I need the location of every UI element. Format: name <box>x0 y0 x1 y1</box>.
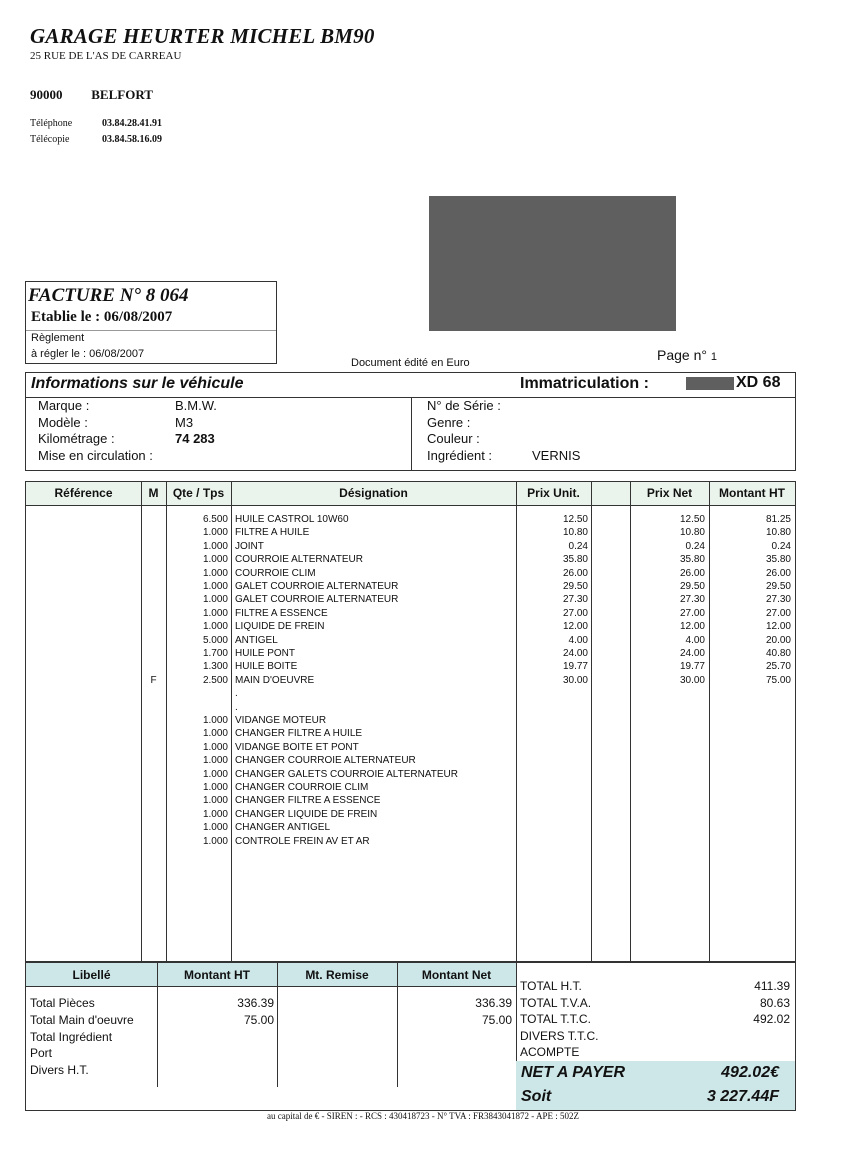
summary-row <box>520 996 790 1013</box>
invoice-divider <box>26 330 276 331</box>
vehicle-section-title: Informations sur le véhicule <box>31 375 244 392</box>
line-amount: 27.30 <box>765 594 791 606</box>
header-designation: Désignation <box>339 486 408 500</box>
table-row <box>26 754 795 767</box>
line-net-price: 35.80 <box>679 554 705 566</box>
line-qty: 1.000 <box>202 540 228 552</box>
header-unit-price: Prix Unit. <box>527 486 580 500</box>
line-net-price: 30.00 <box>679 674 705 686</box>
totals-header-label: Libellé <box>72 968 111 982</box>
line-designation: CHANGER GALETS COURROIE ALTERNATEUR <box>235 768 458 780</box>
soit-label: Soit <box>521 1088 552 1105</box>
totals-amount-net: 336.39 <box>475 996 512 1010</box>
summary-label: ACOMPTE <box>520 1045 580 1060</box>
table-row <box>26 687 795 700</box>
line-qty: 2.500 <box>202 674 228 686</box>
summary-value: 411.39 <box>754 979 790 993</box>
line-amount: 12.00 <box>765 621 791 633</box>
line-qty: 1.000 <box>202 755 228 767</box>
line-unit-price: 27.30 <box>562 594 588 606</box>
line-qty: 1.000 <box>202 808 228 820</box>
line-designation: CHANGER FILTRE A HUILE <box>235 728 363 740</box>
table-row <box>26 701 795 714</box>
header-net-price: Prix Net <box>646 486 693 500</box>
line-qty: 1.000 <box>202 741 228 753</box>
mileage-value: 74 283 <box>175 431 215 446</box>
invoice-lines-table <box>25 481 796 962</box>
company-postcode: 90000 <box>30 87 63 102</box>
line-amount: 25.70 <box>765 661 791 673</box>
company-city <box>30 87 153 103</box>
brand-value: B.M.W. <box>175 398 217 413</box>
table-row <box>26 526 795 539</box>
line-unit-price: 26.00 <box>562 567 588 579</box>
line-net-price: 4.00 <box>685 634 705 646</box>
phone-label: Téléphone <box>30 118 73 129</box>
line-designation: COURROIE ALTERNATEUR <box>235 554 363 566</box>
line-qty: 1.000 <box>202 594 228 606</box>
line-designation: LIQUIDE DE FREIN <box>235 621 325 633</box>
color-value <box>532 431 580 448</box>
line-designation: MAIN D'OEUVRE <box>235 674 315 686</box>
table-row <box>26 835 795 848</box>
vehicle-right-values <box>532 398 580 464</box>
line-amount: 40.80 <box>765 648 791 659</box>
totals-label: Port <box>30 1046 53 1061</box>
invoice-issued-date: 06/08/2007 <box>103 309 173 325</box>
line-amount: 29.50 <box>765 581 791 592</box>
line-unit-price: 35.80 <box>562 554 588 566</box>
line-amount: 75.00 <box>765 674 791 686</box>
totals-panel <box>25 962 796 1111</box>
table-row <box>26 674 795 687</box>
net-to-pay-value: 492.02€ <box>721 1064 779 1081</box>
due-date: 06/08/2007 <box>89 348 145 360</box>
line-unit-price: 30.00 <box>562 674 588 686</box>
line-net-price: 12.00 <box>679 621 705 633</box>
header-qty: Qte / Tps <box>172 486 225 500</box>
header-reference: Référence <box>54 486 113 500</box>
totals-header-discount: Mt. Remise <box>305 968 369 982</box>
line-qty: 1.000 <box>202 795 228 807</box>
serial-value <box>532 398 580 415</box>
line-net-price: 12.50 <box>679 514 705 525</box>
table-row <box>26 821 795 834</box>
due-date-row <box>31 348 144 360</box>
line-designation: GALET COURROIE ALTERNATEUR <box>235 594 399 606</box>
line-amount: 26.00 <box>765 567 791 579</box>
header-m: M <box>148 486 159 500</box>
immatriculation-label: Immatriculation : <box>520 375 649 392</box>
page-indicator <box>657 347 717 363</box>
registration-date-label: Mise en circulation : <box>38 447 153 463</box>
line-net-price: 27.00 <box>679 607 705 619</box>
line-qty: 1.000 <box>202 621 228 633</box>
brand-label: Marque : <box>38 398 90 413</box>
summary-label: TOTAL H.T. <box>520 979 582 993</box>
line-designation: . <box>235 701 238 713</box>
line-designation: CHANGER COURROIE CLIM <box>235 782 369 793</box>
line-unit-price: 4.00 <box>568 634 588 646</box>
line-designation: FILTRE A ESSENCE <box>235 607 328 619</box>
table-row <box>26 620 795 633</box>
line-designation: HUILE PONT <box>235 648 296 659</box>
vehicle-info-panel <box>25 372 796 471</box>
line-amount: 0.24 <box>771 540 791 552</box>
invoice-title: FACTURE N° 8 064 <box>28 285 189 306</box>
table-row <box>26 660 795 673</box>
line-designation: CHANGER FILTRE A ESSENCE <box>235 795 381 807</box>
summary-label: DIVERS T.T.C. <box>520 1028 599 1043</box>
line-qty: 1.700 <box>202 648 228 659</box>
phone-value: 03.84.28.41.91 <box>102 118 162 129</box>
legal-footer: au capital de € - SIREN : - RCS : 430418723 - N° TVA : FR3843041872 - APE : 502Z <box>266 1111 580 1121</box>
fax-row <box>30 134 162 145</box>
line-qty: 1.000 <box>202 768 228 780</box>
line-net-price: 29.50 <box>679 581 705 592</box>
company-name: GARAGE HEURTER MICHEL BM90 <box>30 24 375 48</box>
table-row <box>26 727 795 740</box>
table-row <box>26 607 795 620</box>
table-row <box>26 567 795 580</box>
table-row <box>26 540 795 553</box>
table-row <box>26 794 795 807</box>
totals-row <box>26 1062 516 1079</box>
line-qty: 1.000 <box>202 782 228 793</box>
line-designation: FILTRE A HUILE <box>235 527 310 539</box>
genre-label: Genre : <box>427 414 471 430</box>
totals-header-amount-ht: Montant HT <box>184 968 250 982</box>
net-to-pay-band <box>516 1061 795 1110</box>
invoice-issued <box>31 309 172 326</box>
totals-row <box>26 995 516 1012</box>
invoice-box <box>25 281 277 364</box>
line-qty: 1.000 <box>202 527 228 539</box>
line-qty: 6.500 <box>202 514 228 525</box>
page-number: 1 <box>710 351 717 363</box>
line-qty: 1.000 <box>202 715 228 726</box>
color-label: Couleur : <box>427 431 480 446</box>
totals-amount-ht: 75.00 <box>243 1012 274 1027</box>
invoice-issued-label: Etablie le : <box>31 309 101 325</box>
line-unit-price: 19.77 <box>562 661 588 673</box>
line-designation: CHANGER COURROIE ALTERNATEUR <box>235 755 416 767</box>
totals-amount-ht: 336.39 <box>237 996 274 1010</box>
totals-label: Total Pièces <box>30 996 95 1010</box>
line-amount: 81.25 <box>765 514 791 525</box>
line-net-price: 24.00 <box>679 648 705 659</box>
net-to-pay-label: NET A PAYER <box>521 1064 626 1081</box>
totals-row <box>26 1029 516 1046</box>
summary-label: TOTAL T.V.A. <box>520 995 592 1010</box>
table-row <box>26 768 795 781</box>
line-unit-price: 24.00 <box>562 648 588 659</box>
line-amount: 27.00 <box>765 607 791 619</box>
table-row <box>26 513 795 526</box>
line-qty: 1.000 <box>202 581 228 592</box>
ingredient-label: Ingrédient : <box>427 447 493 463</box>
line-net-price: 27.30 <box>679 594 705 606</box>
company-street: 25 RUE DE L'AS DE CARREAU <box>30 50 182 62</box>
line-designation: HUILE BOITE <box>235 661 298 673</box>
line-qty: 1.000 <box>202 607 228 619</box>
vehicle-right-fields <box>427 398 501 464</box>
table-row <box>26 553 795 566</box>
mileage-label: Kilométrage : <box>38 431 115 446</box>
vehicle-info-header <box>26 373 795 398</box>
registration-date-value <box>175 448 217 465</box>
summary-row <box>520 1029 790 1046</box>
totals-row <box>26 1045 516 1062</box>
line-qty: 1.300 <box>202 661 228 673</box>
vehicle-column-divider <box>411 397 412 470</box>
line-designation: CONTROLE FREIN AV ET AR <box>235 835 370 847</box>
page-label: Page n° <box>657 347 707 363</box>
immatriculation-value: XD 68 <box>736 374 781 391</box>
redacted-plate-prefix <box>686 377 734 390</box>
line-net-price: 0.24 <box>685 540 705 552</box>
line-unit-price: 12.00 <box>562 621 588 633</box>
vehicle-left-fields <box>38 398 153 464</box>
summary-value: 492.02 <box>753 1012 790 1027</box>
header-amount: Montant HT <box>719 486 785 500</box>
summary-label: TOTAL T.T.C. <box>520 1012 591 1027</box>
line-designation: GALET COURROIE ALTERNATEUR <box>235 581 399 592</box>
line-net-price: 10.80 <box>679 527 705 539</box>
summary-row <box>520 979 790 996</box>
fax-label: Télécopie <box>30 134 70 145</box>
line-qty: 1.000 <box>202 554 228 566</box>
line-qty: 1.000 <box>202 835 228 847</box>
totals-header-amount-net: Montant Net <box>421 968 492 982</box>
line-qty: 1.000 <box>202 728 228 740</box>
totals-label: Divers H.T. <box>30 1063 89 1078</box>
vehicle-left-values <box>175 398 217 464</box>
totals-row <box>26 1012 516 1029</box>
line-m: F <box>150 674 157 686</box>
line-amount: 35.80 <box>765 554 791 566</box>
summary-value: 80.63 <box>759 995 790 1010</box>
line-designation: CHANGER LIQUIDE DE FREIN <box>235 808 378 820</box>
table-row <box>26 714 795 727</box>
company-city-name: BELFORT <box>91 87 153 102</box>
line-designation: . <box>235 688 238 700</box>
model-label: Modèle : <box>38 414 88 430</box>
summary-row <box>520 1012 790 1029</box>
table-row <box>26 781 795 794</box>
line-designation: VIDANGE MOTEUR <box>235 715 327 726</box>
line-amount: 10.80 <box>765 527 791 539</box>
table-row <box>26 634 795 647</box>
redacted-address-block <box>429 196 676 331</box>
line-unit-price: 12.50 <box>562 514 588 525</box>
table-row <box>26 593 795 606</box>
line-unit-price: 0.24 <box>568 540 588 552</box>
totals-label: Total Ingrédient <box>30 1029 113 1044</box>
line-qty: 1.000 <box>202 822 228 834</box>
serial-label: N° de Série : <box>427 398 501 413</box>
line-designation: VIDANGE BOITE ET PONT <box>235 741 359 753</box>
table-row <box>26 741 795 754</box>
line-unit-price: 10.80 <box>562 527 588 539</box>
fax-value: 03.84.58.16.09 <box>102 134 162 145</box>
line-unit-price: 29.50 <box>562 581 588 592</box>
line-qty: 5.000 <box>202 634 228 646</box>
genre-value <box>532 415 580 432</box>
line-net-price: 19.77 <box>679 661 705 673</box>
table-row <box>26 808 795 821</box>
totals-label: Total Main d'oeuvre <box>30 1012 134 1027</box>
line-net-price: 26.00 <box>679 567 705 579</box>
model-value: M3 <box>175 414 194 430</box>
due-label: à régler le : <box>31 348 87 360</box>
line-designation: JOINT <box>235 540 264 552</box>
totals-amount-net: 75.00 <box>481 1012 512 1027</box>
line-designation: COURROIE CLIM <box>235 567 316 579</box>
phone-row <box>30 118 162 129</box>
ingredient-value: VERNIS <box>532 447 581 463</box>
soit-value: 3 227.44F <box>706 1088 779 1105</box>
line-amount: 20.00 <box>765 634 791 646</box>
line-designation: HUILE CASTROL 10W60 <box>235 514 349 525</box>
currency-note: Document édité en Euro <box>351 357 470 369</box>
table-row <box>26 647 795 660</box>
table-row <box>26 580 795 593</box>
payment-label: Règlement <box>31 332 85 344</box>
line-designation: ANTIGEL <box>235 634 278 646</box>
line-unit-price: 27.00 <box>562 607 588 619</box>
summary-row <box>520 1045 790 1062</box>
line-qty: 1.000 <box>202 567 228 579</box>
line-designation: CHANGER ANTIGEL <box>235 822 331 834</box>
